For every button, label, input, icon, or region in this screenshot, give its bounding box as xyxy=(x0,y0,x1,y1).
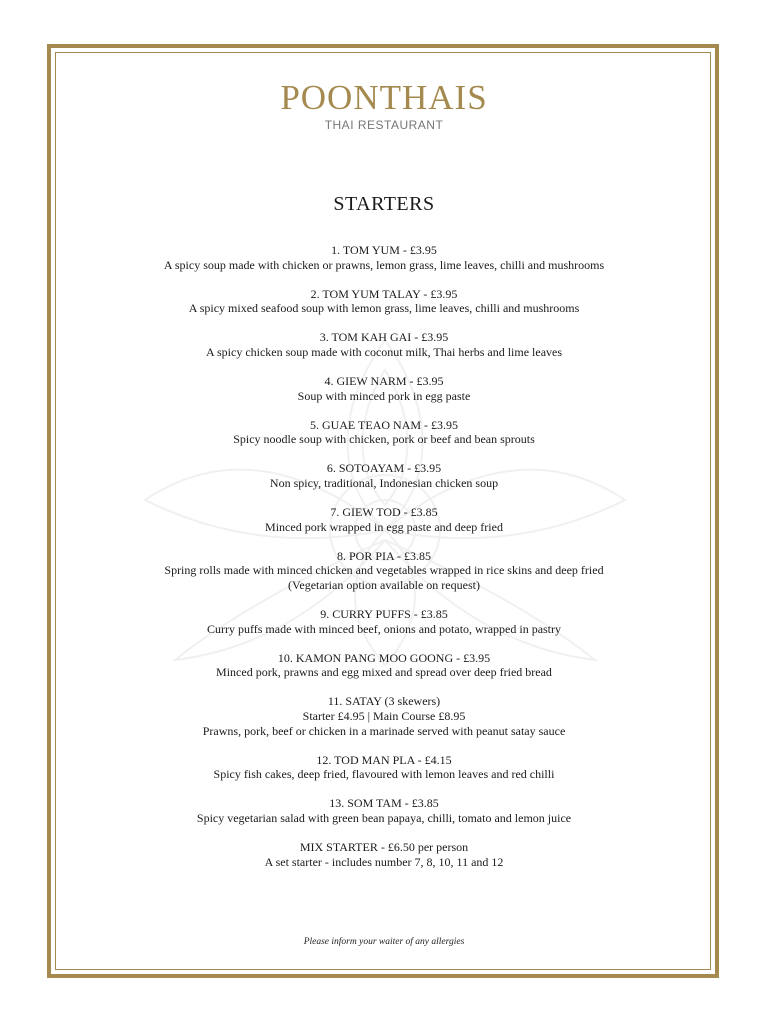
menu-item-title: 10. KAMON PANG MOO GOONG - £3.95 xyxy=(277,650,491,665)
menu-item xyxy=(80,651,688,680)
menu-item-description: Soup with minced pork in egg paste xyxy=(297,388,471,403)
menu-item-note: (Vegetarian option available on request) xyxy=(288,578,480,592)
menu-item-description: Curry puffs made with minced beef, onions and potato, wrapped in pastry xyxy=(206,621,562,636)
menu-item-description: Minced pork, prawns and egg mixed and spread over deep fried bread xyxy=(216,665,552,680)
menu-item-description: A set starter - includes number 7, 8, 10, 11 and 12 xyxy=(264,854,504,869)
menu-item xyxy=(80,753,688,782)
section-title: STARTERS xyxy=(333,193,435,215)
menu-item xyxy=(80,505,688,534)
allergy-note: Please inform your waiter of any allergies xyxy=(303,937,465,947)
restaurant-header xyxy=(0,80,768,132)
menu-item-title: 3. TOM KAH GAI - £3.95 xyxy=(319,330,449,345)
menu-item-title: MIX STARTER - £6.50 per person xyxy=(299,840,469,855)
menu-item-description: A spicy mixed seafood soup with lemon grass, lime leaves, chilli and mushrooms xyxy=(188,301,580,316)
menu-item xyxy=(80,461,688,490)
menu-item-title: 6. SOTOAYAM - £3.95 xyxy=(326,461,442,476)
menu-item-title: 7. GIEW TOD - £3.85 xyxy=(330,505,438,520)
menu-item xyxy=(80,607,688,636)
menu-item xyxy=(80,243,688,272)
menu-item-description: Spring rolls made with minced chicken and vegetables wrapped in rice skins and deep fried xyxy=(164,563,604,578)
menu-list xyxy=(80,243,688,884)
menu-item xyxy=(80,287,688,316)
menu-item-title: 8. POR PIA - £3.85 xyxy=(336,548,431,563)
menu-item xyxy=(80,418,688,447)
menu-item-description: Spicy vegetarian salad with green bean papaya, chilli, tomato and lemon juice xyxy=(196,811,572,826)
menu-item-description: Non spicy, traditional, Indonesian chicken soup xyxy=(269,476,499,491)
menu-item-description: Prawns, pork, beef or chicken in a marinade served with peanut satay sauce xyxy=(202,723,566,738)
menu-item-title: 9. CURRY PUFFS - £3.85 xyxy=(320,607,448,622)
menu-item xyxy=(80,796,688,825)
menu-item-prices: Starter £4.95 | Main Course £8.95 xyxy=(302,709,466,724)
menu-item-description: Spicy fish cakes, deep fried, flavoured with lemon leaves and red chilli xyxy=(213,767,555,782)
menu-item-title: 2. TOM YUM TALAY - £3.95 xyxy=(310,286,458,301)
menu-item xyxy=(80,840,688,869)
menu-item-title: 1. TOM YUM - £3.95 xyxy=(331,243,437,257)
menu-item-description: Spicy noodle soup with chicken, pork or beef and bean sprouts xyxy=(233,432,535,447)
menu-item-title: 12. TOD MAN PLA - £4.15 xyxy=(316,752,452,767)
restaurant-name: POONTHAIS xyxy=(280,78,488,117)
menu-item-description: A spicy chicken soup made with coconut milk, Thai herbs and lime leaves xyxy=(205,344,563,359)
menu-item xyxy=(80,330,688,359)
menu-item-title: 5. GUAE TEAO NAM - £3.95 xyxy=(309,417,459,432)
menu-item-title: 13. SOM TAM - £3.85 xyxy=(329,796,439,811)
menu-item-title: 11. SATAY (3 skewers) xyxy=(327,694,441,709)
restaurant-subtitle: THAI RESTAURANT xyxy=(324,118,444,132)
menu-item-description: A spicy soup made with chicken or prawns, lemon grass, lime leaves, chilli and mushrooms xyxy=(163,257,605,272)
menu-item xyxy=(80,549,688,593)
menu-item xyxy=(80,694,688,738)
menu-item xyxy=(80,374,688,403)
menu-item-description: Minced pork wrapped in egg paste and deep fried xyxy=(265,519,503,534)
menu-item-title: 4. GIEW NARM - £3.95 xyxy=(324,374,444,389)
